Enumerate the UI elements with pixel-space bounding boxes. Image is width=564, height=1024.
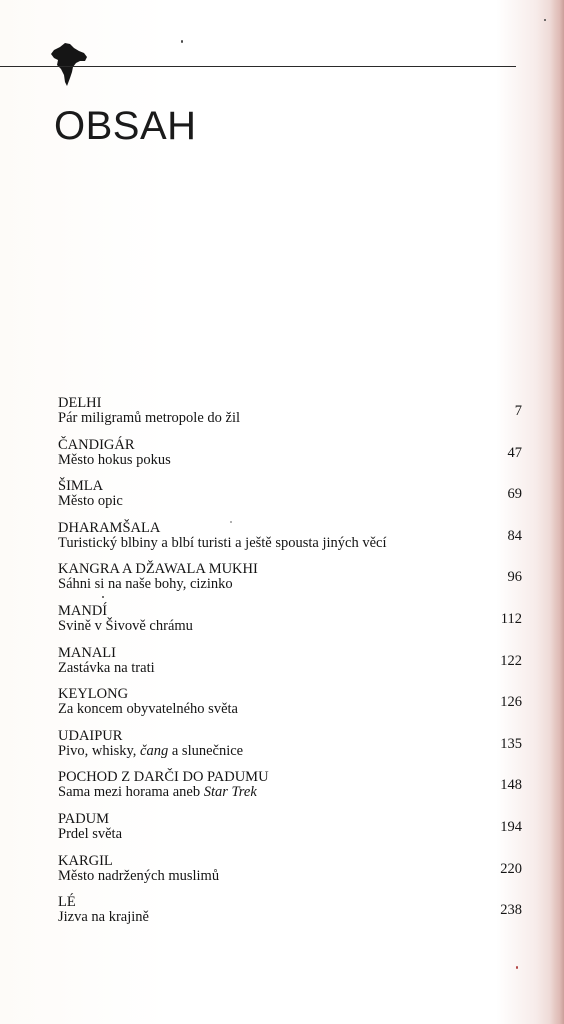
chapter-heading: LÉ: [58, 894, 76, 911]
chapter-heading: KEYLONG: [58, 686, 129, 703]
page-number: 112: [500, 610, 522, 627]
chapter-subtitle: Město nadržených muslimů: [58, 867, 220, 884]
toc-entry: [58, 395, 522, 437]
header-rule: [0, 66, 516, 67]
toc-entry: [58, 645, 522, 687]
toc-entry: [58, 520, 522, 562]
chapter-subtitle: Město opic: [58, 493, 123, 510]
page-number: 126: [500, 694, 522, 711]
page-edge-shadow: [550, 0, 564, 1024]
chapter-heading: DELHI: [58, 395, 102, 411]
chapter-subtitle: [58, 784, 257, 800]
page-title: OBSAH: [54, 104, 197, 148]
chapter-heading: ŠIMLA: [58, 478, 104, 495]
toc-entry: [58, 603, 522, 645]
chapter-heading: KARGIL: [58, 852, 113, 869]
page-number: 122: [500, 652, 522, 669]
toc-entry: [58, 686, 522, 728]
india-map-icon: [46, 42, 90, 88]
toc-entry: [58, 728, 522, 770]
dust-speck: [230, 521, 232, 523]
page-number: 7: [514, 403, 522, 419]
toc-entry: [58, 811, 522, 853]
page-number: 84: [507, 527, 522, 544]
page-number: 220: [500, 860, 522, 877]
toc-entry: [58, 769, 522, 811]
subtitle-italic-text: Star Trek: [203, 784, 257, 801]
page-number: 69: [507, 486, 522, 503]
page-number: 96: [507, 569, 522, 586]
chapter-subtitle: Za koncem obyvatelného světa: [58, 701, 238, 718]
toc-entry: [58, 894, 522, 936]
page-number: 47: [507, 444, 522, 461]
dust-speck: [544, 19, 546, 21]
page-number: 238: [500, 902, 522, 919]
toc-entry: [58, 853, 522, 895]
dust-speck: [516, 966, 518, 969]
subtitle-text: a slunečnice: [168, 742, 244, 759]
chapter-subtitle: Zastávka na trati: [58, 659, 155, 676]
dust-speck: [181, 40, 183, 43]
chapter-subtitle: Sáhni si na naše bohy, cizinko: [58, 576, 233, 593]
toc-entry: [58, 478, 522, 520]
chapter-subtitle: Turistický blbiny a blbí turisti a ještě spousta jiných věcí: [58, 534, 387, 551]
chapter-subtitle: Město hokus pokus: [58, 451, 171, 468]
chapter-subtitle: [58, 743, 243, 759]
dust-speck: [102, 596, 104, 598]
toc-entry: [58, 561, 522, 603]
chapter-heading: DHARAMŠALA: [58, 519, 161, 536]
chapter-subtitle: Pár miligramů metropole do žil: [58, 410, 241, 426]
page-number: 148: [500, 777, 522, 794]
chapter-subtitle: Prdel světa: [58, 825, 123, 842]
chapter-heading: MANALI: [58, 644, 116, 661]
chapter-heading: PADUM: [58, 810, 110, 827]
page-number: 135: [500, 735, 522, 752]
chapter-heading: MANDÍ: [58, 602, 108, 619]
subtitle-text: Sama mezi horama aneb: [58, 784, 204, 801]
subtitle-italic-text: čang: [140, 742, 169, 759]
chapter-heading: UDAIPUR: [58, 727, 123, 744]
chapter-heading: ČANDIGÁR: [58, 436, 135, 453]
page-number: 194: [500, 818, 522, 835]
chapter-heading: KANGRA A DŽAWALA MUKHI: [58, 561, 258, 578]
chapter-heading: POCHOD Z DARČI DO PADUMU: [58, 769, 269, 786]
subtitle-text: Pivo, whisky,: [58, 742, 141, 759]
chapter-subtitle: Jizva na krajině: [58, 909, 149, 926]
toc-entry: [58, 437, 522, 479]
table-of-contents: [58, 395, 522, 936]
chapter-subtitle: Svině v Šivově chrámu: [58, 617, 193, 634]
